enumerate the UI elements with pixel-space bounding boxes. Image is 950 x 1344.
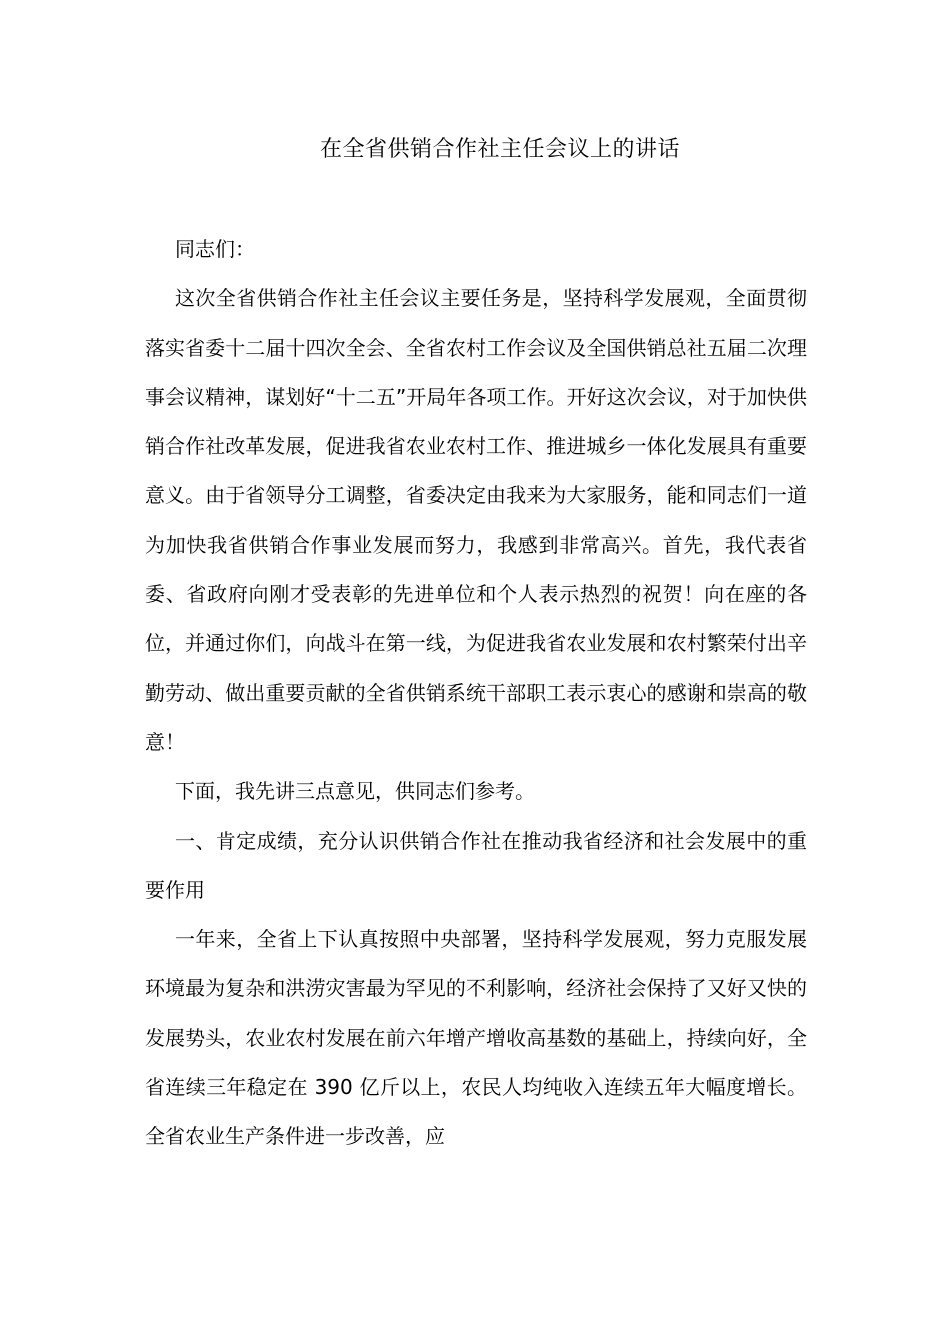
section-1-paragraph: 一年来，全省上下认真按照中央部署，坚持科学发展观，努力克服发展环境最为复杂和洪涝灾害最为罕见的不利影响，经济社会保持了又好又快的发展势头，农业农村发展在前六年增产增收高基数的基础上，持续向好，全省连续三年稳定在 390 亿斤以上，农民人均纯收入连续五年大幅度增长。全省农业生产条件进一步改善，应	[145, 927, 807, 1149]
salutation-paragraph: 同志们：	[175, 237, 255, 261]
opening-paragraph: 这次全省供销合作社主任会议主要任务是，坚持科学发展观，全面贯彻落实省委十二届十四次全会、全省农村工作会议及全国供销总社五届二次理事会议精神，谋划好“十二五”开局年各项工作。开好这次会议，对于加快供销合作社改革发展，促进我省农业农村工作、推进城乡一体化发展具有重要意义。由于省领导分工调整，省委决定由我来为大家服务，能和同志们一道为加快我省供销合作事业发展而努力，我感到非常高兴。首先，我代表省委、省政府向刚才受表彰的先进单位和个人表示热烈的祝贺！向在座的各位，并通过你们，向战斗在第一线，为促进我省农业发展和农村繁荣付出辛勤劳动、做出重要贡献的全省供销系统干部职工表示衷心的感谢和崇高的敬意！	[145, 286, 807, 754]
section-heading-1: 一、肯定成绩，充分认识供销合作社在推动我省经济和社会发展中的重要作用	[145, 828, 807, 902]
document-body	[145, 225, 807, 1162]
document-title: 在全省供销合作社主任会议上的讲话	[319, 137, 680, 162]
transition-paragraph: 下面，我先讲三点意见，供同志们参考。	[175, 779, 535, 804]
